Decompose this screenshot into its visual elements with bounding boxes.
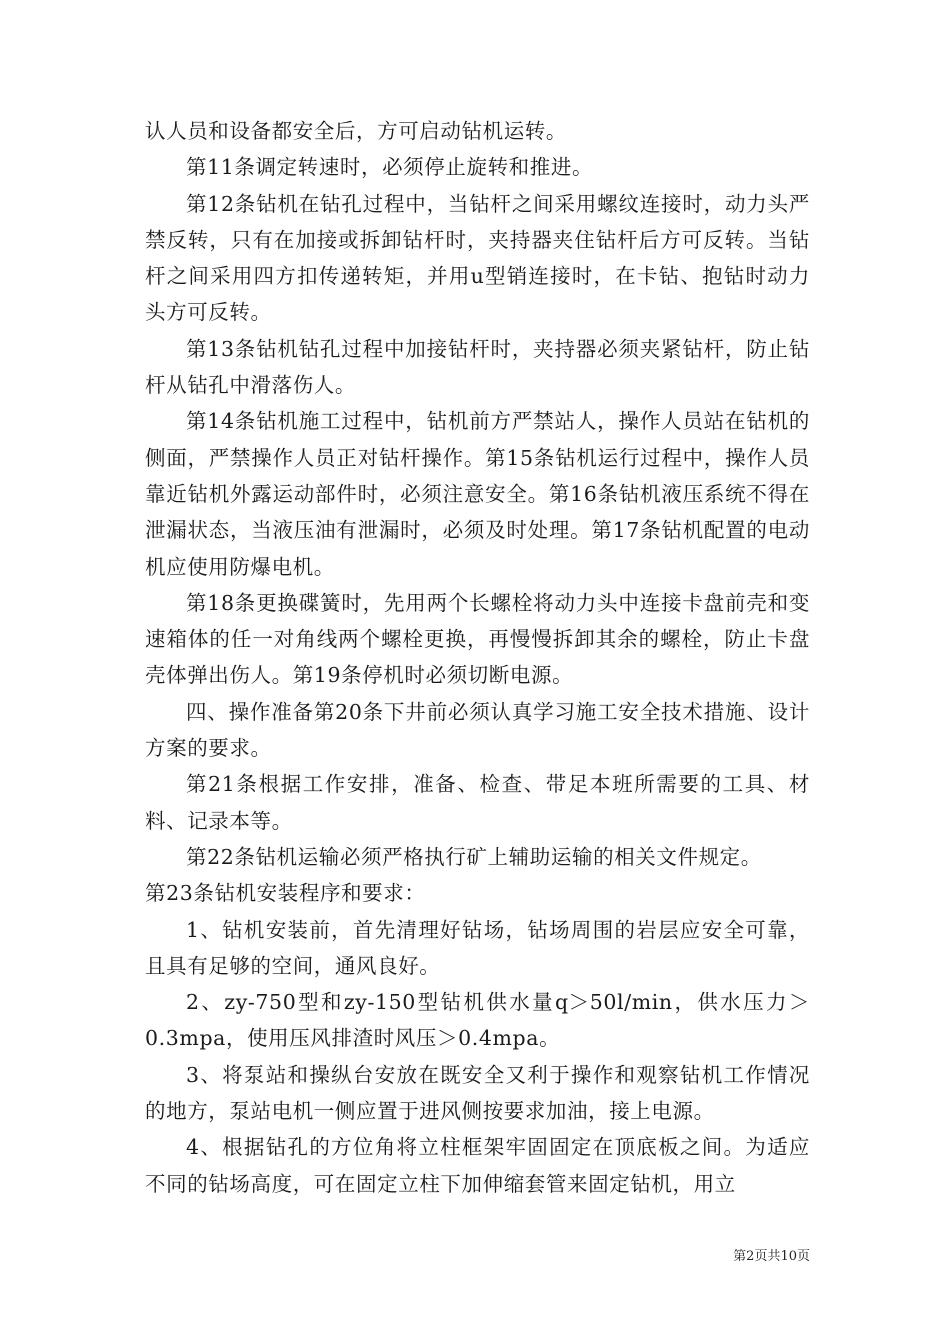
paragraph: 第13条钻机钻孔过程中加接钻杆时，夹持器必须夹紧钻杆，防止钻杆从钻孔中滑落伤人。	[145, 336, 810, 398]
paragraph: 第18条更换碟簧时，先用两个长螺栓将动力头中连接卡盘前壳和变速箱体的任一对角线两个螺栓更换，再慢慢拆卸其余的螺栓，防止卡盘壳体弹出伤人。第19条停机时必须切断电源。	[145, 590, 810, 688]
paragraph: 2、zy-750型和zy-150型钻机供水量q＞50l/min，供水压力＞0.3mpa，使用压风排渣时风压＞0.4mpa。	[145, 990, 810, 1051]
paragraph: 第11条调定转速时，必须停止旋转和推进。	[186, 155, 594, 180]
paragraph: 四、操作准备第20条下井前必须认真学习施工安全技术措施、设计方案的要求。	[145, 699, 810, 761]
paragraph: 第12条钻机在钻孔过程中，当钻杆之间采用螺纹连接时，动力头严禁反转，只有在加接或拆卸钻杆时，夹持器夹住钻杆后方可反转。当钻杆之间采用四方扣传递转矩，并用u型销连接时，在卡钻、抱钻时动力头方可反转。	[145, 191, 810, 325]
paragraph: 第23条钻机安装程序和要求：	[145, 881, 426, 906]
paragraph: 认人员和设备都安全后，方可启动钻机运转。	[145, 119, 567, 143]
paragraph: 第14条钻机施工过程中，钻机前方严禁站人，操作人员站在钻机的侧面，严禁操作人员正对钻杆操作。第15条钻机运行过程中，操作人员靠近钻机外露运动部件时，必须注意安全。第16条钻机液压系统不得在泄漏状态，当液压油有泄漏时，必须及时处理。第17条钻机配置的电动机应使用防爆电机。	[145, 409, 810, 579]
paragraph: 4、根据钻孔的方位角将立柱框架牢固固定在顶底板之间。为适应不同的钻场高度，可在固定立柱下加伸缩套管来固定钻机，用立	[145, 1135, 810, 1196]
paragraph: 3、将泵站和操纵台安放在既安全又利于操作和观察钻机工作情况的地方，泵站电机一侧应置于进风侧按要求加油，接上电源。	[145, 1062, 810, 1124]
document-body	[145, 113, 810, 1202]
page-number-footer: 第2页共10页	[733, 1249, 810, 1264]
paragraph: 第22条钻机运输必须严格执行矿上辅助运输的相关文件规定。	[186, 844, 762, 869]
paragraph: 1、钻机安装前，首先清理好钻场，钻场周围的岩层应安全可靠，且具有足够的空间，通风良好。	[145, 917, 810, 978]
paragraph: 第21条根据工作安排，准备、检查、带足本班所需要的工具、材料、记录本等。	[145, 772, 810, 833]
